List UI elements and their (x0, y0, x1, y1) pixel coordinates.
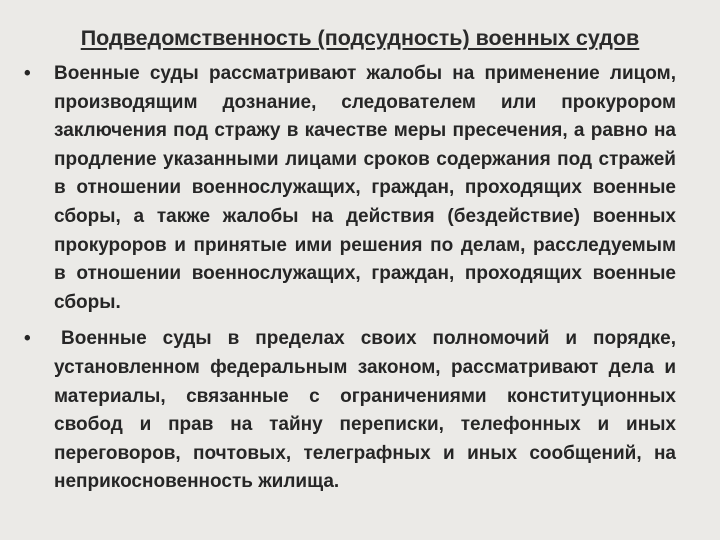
list-item (0, 60, 720, 317)
bullet-text: Военные суды в пределах своих полномочий и порядке, установленном федеральным законом, рассматривают дела и материалы, связанные с ограничениями конституционных свобод и прав на тайну переписки, телефонных и иных переговоров, почтовых, телеграфных и иных сообщений, на неприкосновенность жилища. (54, 328, 676, 493)
slide-title: Подведомственность (подсудность) военных судов (80, 26, 640, 50)
bullet-text: Военные суды рассматривают жалобы на применение лицом, производящим дознание, следователем или прокурором заключения под стражу в качестве меры пресечения, а равно на продление указанными лицами сроков содержания под стражей в отношении военнослужащих, граждан, проходящих военные сборы, а также жалобы на действия (бездействие) военных прокуроров и принятые ими решения по делам, расследуемым в отношении военнослужащих, граждан, проходящих военные сборы. (54, 63, 676, 313)
bullet-icon: • (24, 328, 31, 350)
bullet-list (0, 60, 720, 505)
list-item (0, 325, 720, 497)
bullet-icon: • (24, 63, 31, 84)
